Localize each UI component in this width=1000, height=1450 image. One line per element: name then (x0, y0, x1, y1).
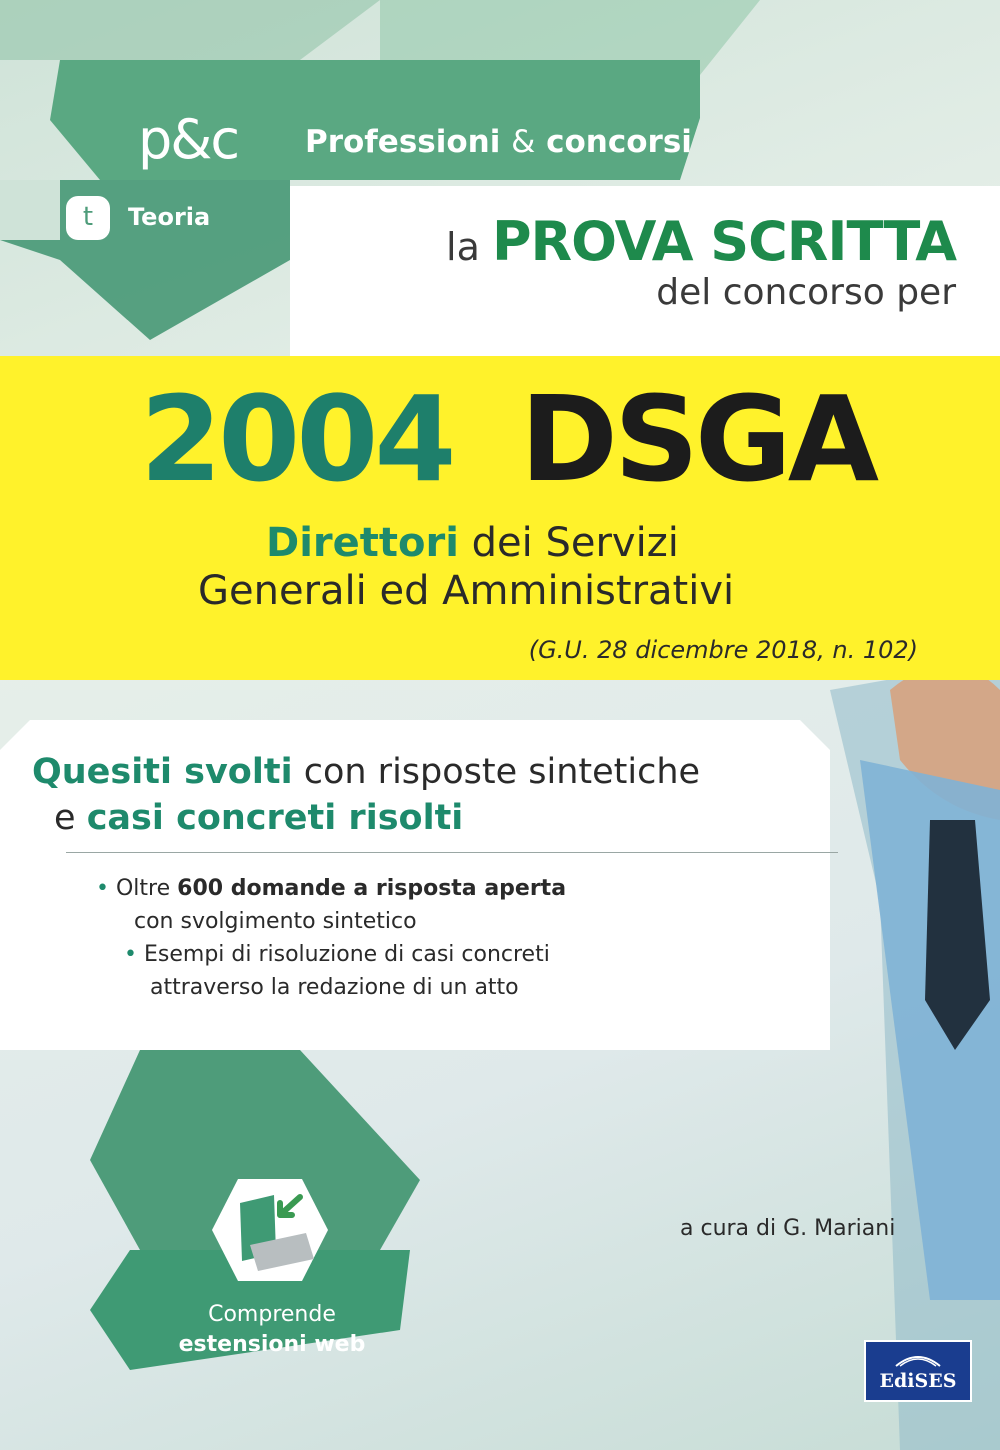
series-name-amp: & (511, 124, 536, 160)
series-name-part2: concorsi (546, 124, 692, 160)
web-badge-line2: estensioni web (178, 1332, 366, 1357)
series-name-part1: Professioni (305, 124, 501, 160)
title-number: 2004 (140, 370, 453, 508)
divider (66, 852, 838, 853)
bullet-dot-icon: • (124, 942, 137, 967)
bullet2-line2: attraverso la redazione di un atto (150, 975, 519, 1000)
feature-line1-highlight: Quesiti svolti (32, 752, 293, 792)
gazette-reference: (G.U. 28 dicembre 2018, n. 102) (528, 636, 918, 664)
feature-line2-highlight: casi concreti risolti (86, 798, 464, 838)
author-prefix: a cura di G. (680, 1216, 808, 1241)
series-logo: p&c (138, 108, 239, 171)
bullet-dot-icon: • (96, 876, 109, 901)
publisher-name: EdiSES (879, 1370, 957, 1392)
feature-line1 (32, 752, 700, 792)
series-name (305, 124, 692, 160)
feature-line2 (54, 798, 463, 838)
bullet-item-1 (96, 872, 566, 905)
author-name: Mariani (814, 1216, 896, 1241)
bullet1-bold: 600 domande a risposta aperta (177, 876, 567, 901)
subtitle-highlight: Direttori (266, 520, 459, 566)
kicker-prefix: la (446, 225, 480, 269)
subtitle-line2: Generali ed Amministrativi (198, 568, 735, 614)
title-acronym: DSGA (520, 370, 876, 508)
feature-line1-rest: con risposte sintetiche (303, 752, 701, 792)
teoria-icon: t (66, 196, 110, 240)
kicker (446, 210, 956, 315)
teoria-label: Teoria (128, 203, 211, 231)
feature-line2-prefix: e (54, 798, 76, 838)
web-extension-icon (210, 1175, 330, 1285)
bullet1-prefix: Oltre (115, 876, 171, 901)
subtitle-rest: dei Servizi (471, 520, 679, 566)
web-badge-line1: Comprende (208, 1302, 336, 1327)
bullet2-line1: Esempi di risoluzione di casi concreti (143, 942, 550, 967)
book-icon (866, 1342, 970, 1372)
kicker-line1 (446, 210, 956, 273)
kicker-highlight: PROVA SCRITTA (491, 210, 956, 273)
bullet-item-2 (96, 938, 566, 971)
kicker-line2: del concorso per (656, 272, 956, 313)
author-credit (680, 1216, 895, 1241)
web-extensions-badge (176, 1300, 368, 1360)
bullet-list (96, 872, 566, 1004)
subtitle-line1 (266, 520, 679, 566)
bullet1-line2: con svolgimento sintetico (134, 909, 417, 934)
